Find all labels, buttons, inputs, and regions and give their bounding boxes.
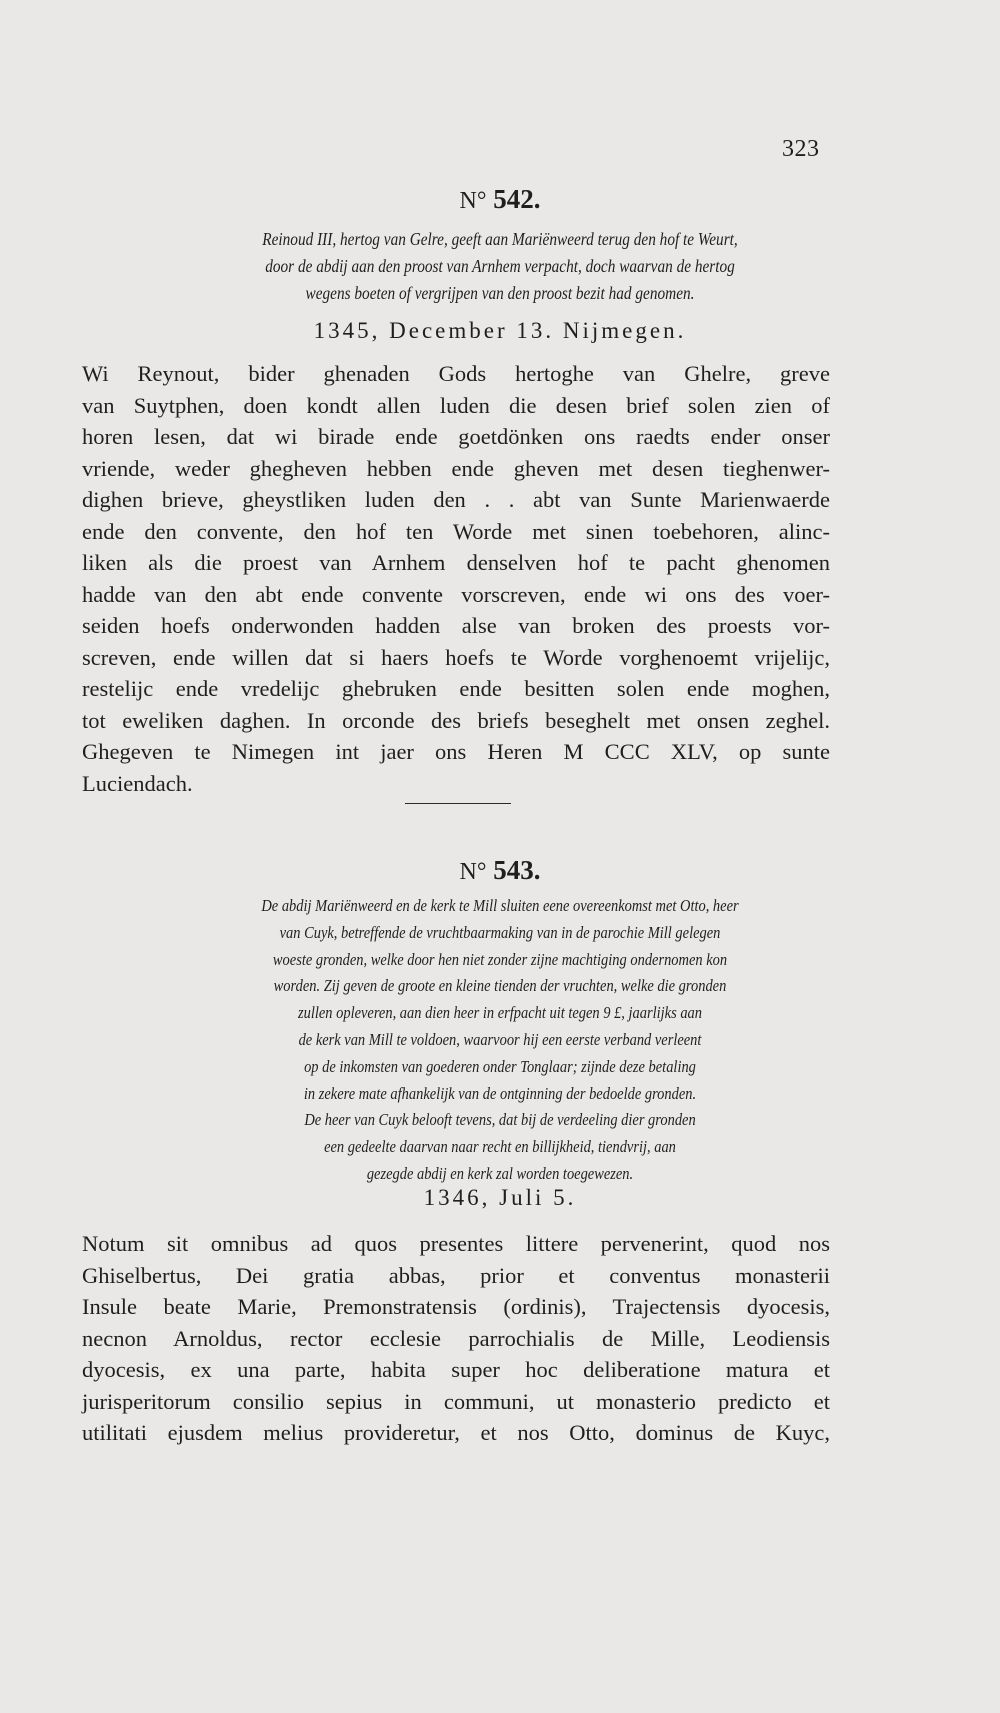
document-number-542 [0, 184, 1000, 215]
text-line: screven, ende willen dat si haers hoefs te Worde vorghenoemt vrijelijc, [82, 644, 830, 670]
text-line: Notum sit omnibus ad quos presentes littere pervenerint, quod nos [82, 1231, 830, 1256]
section-divider [405, 803, 511, 804]
summary-line: Reinoud III, hertog van Gelre, geeft aan Mariënweerd terug den hof te Weurt, [262, 229, 738, 249]
summary-line: van Cuyk, betreffende de vruchtbaarmaking van in de parochie Mill gelegen [279, 922, 721, 942]
text-line: seiden hoefs onderwonden hadden alse van broken des proests vor- [82, 613, 830, 638]
text-line: Ghegeven te Nimegen int jaer ons Heren M CCC XLV, op sunte [82, 739, 830, 764]
number-value: 543. [493, 855, 541, 885]
text-line: Wi Reynout, bider ghenaden Gods hertoghe van Ghelre, greve [82, 361, 830, 386]
document-number-543 [0, 855, 1000, 886]
text-line: Ghiselbertus, Dei gratia abbas, prior et conventus monasterii [82, 1262, 830, 1288]
summary-line: op de inkomsten van goederen onder Tonglaar; zijnde deze betaling [304, 1056, 696, 1076]
summary-line: wegens boeten of vergrijpen van den proost bezit had genomen. [305, 283, 695, 303]
text-line: liken als die proest van Arnhem denselven hof te pacht ghenomen [82, 550, 830, 575]
summary-line: door de abdij aan den proost van Arnhem verpacht, doch waarvan de hertog [265, 256, 735, 276]
page-number: 323 [782, 136, 820, 162]
text-line: ende den convente, den hof ten Worde met sinen toebehoren, alinc- [82, 518, 830, 544]
date-place-542: 1345, December 13. Nijmegen. [313, 318, 687, 343]
charter-text-542 [82, 358, 830, 799]
summary-line: De heer van Cuyk belooft tevens, dat bij de verdeeling dier gronden [304, 1110, 696, 1130]
text-line: tot eweliken daghen. In orconde des briefs beseghelt met onsen zeghel. [82, 707, 830, 733]
text-line: dighen brieve, gheystliken luden den . . abt van Sunte Marienwaerde [82, 487, 830, 512]
summary-line: De abdij Mariënweerd en de kerk te Mill sluiten eene overeenkomst met Otto, heer [261, 896, 739, 915]
text-line: van Suytphen, doen kondt allen luden die desen brief solen zien of [82, 392, 830, 418]
text-line: necnon Arnoldus, rector ecclesie parrochialis de Mille, Leodiensis [82, 1325, 830, 1351]
text-line: dyocesis, ex una parte, habita super hoc deliberatione matura et [82, 1357, 830, 1382]
summary-line: een gedeelte daarvan naar recht en billijkheid, tiendvrij, aan [324, 1137, 676, 1157]
number-prefix: N° [459, 188, 487, 214]
summary-line: zullen opleveren, aan dien heer in erfpacht uit tegen 9 £, jaarlijks aan [298, 1003, 702, 1023]
text-line: Luciendach. [82, 770, 193, 796]
summary-543 [0, 893, 1000, 1188]
number-value: 542. [493, 184, 541, 214]
summary-line: in zekere mate afhankelijk van de ontginning der bedoelde gronden. [303, 1083, 697, 1103]
summary-542 [0, 226, 1000, 307]
summary-line: woeste gronden, welke door hen niet zonder zijne machtiging ondernomen kon [272, 949, 728, 969]
text-line: vriende, weder ghegheven hebben ende gheven met desen tieghenwer- [82, 455, 830, 481]
date-543: 1346, Juli 5. [423, 1185, 577, 1210]
text-line: hadde van den abt ende convente vorscreven, ende wi ons des voer- [82, 581, 830, 607]
text-line: horen lesen, dat wi birade ende goetdönken ons raedts ender onser [82, 424, 830, 449]
summary-line: gezegde abdij en kerk zal worden toegewezen. [366, 1163, 634, 1183]
number-prefix: N° [459, 859, 487, 885]
text-line: jurisperitorum consilio sepius in communi, ut monasterio predicto et [82, 1388, 830, 1414]
summary-line: worden. Zij geven de groote en kleine tienden der vruchten, welke die gronden [273, 976, 727, 996]
text-line: Insule beate Marie, Premonstratensis (ordinis), Trajectensis dyocesis, [82, 1294, 830, 1319]
charter-text-543 [82, 1228, 830, 1449]
text-line: restelijc ende vredelijc ghebruken ende besitten solen ende moghen, [82, 676, 830, 701]
text-line: utilitati ejusdem melius provideretur, et nos Otto, dominus de Kuyc, [82, 1420, 830, 1445]
summary-line: de kerk van Mill te voldoen, waarvoor hij een eerste verband verleent [298, 1029, 702, 1049]
